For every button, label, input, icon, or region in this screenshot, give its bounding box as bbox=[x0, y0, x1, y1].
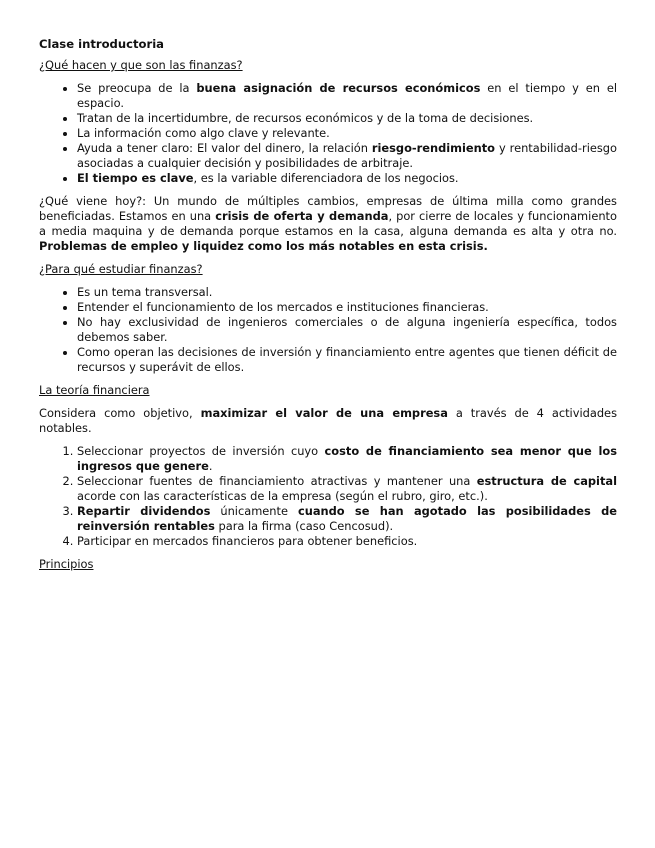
list-item: • Entender el funcionamiento de los mercados e instituciones financieras. bbox=[77, 300, 617, 315]
list-item: 2. Seleccionar fuentes de financiamiento atractivas y mantener una estructura de capital acorde con las características de la empresa (según el rubro, giro, etc.). bbox=[77, 474, 617, 504]
list-item: • Como operan las decisiones de inversión y financiamiento entre agentes que tienen déficit de recursos y superávit de ellos. bbox=[77, 345, 617, 375]
document-content bbox=[39, 37, 617, 580]
bullet-list-finanzas bbox=[39, 81, 617, 186]
list-item: • El tiempo es clave, es la variable diferenciadora de los negocios. bbox=[77, 171, 617, 186]
numbered-list-actividades bbox=[39, 444, 617, 549]
list-item: • Se preocupa de la buena asignación de recursos económicos en el tiempo y en el espacio. bbox=[77, 81, 617, 111]
section-heading-principios: Principios bbox=[39, 557, 94, 571]
section-heading-estudiar: ¿Para qué estudiar finanzas? bbox=[39, 262, 203, 276]
list-item: • Ayuda a tener claro: El valor del dinero, la relación riesgo-rendimiento y rentabilidad-riesgo asociadas a cualquier decisión y posibilidades de arbitraje. bbox=[77, 141, 617, 171]
document-title: Clase introductoria bbox=[39, 37, 165, 51]
list-item: • No hay exclusividad de ingenieros comerciales o de alguna ingeniería específica, todos debemos saber. bbox=[77, 315, 617, 345]
list-item: 4. Participar en mercados financieros para obtener beneficios. bbox=[77, 534, 617, 549]
paragraph-objetivo: Considera como objetivo, maximizar el valor de una empresa a través de 4 actividades notables. bbox=[39, 406, 618, 435]
section-heading-teoria: La teoría financiera bbox=[39, 383, 150, 397]
list-item: 1. Seleccionar proyectos de inversión cuyo costo de financiamiento sea menor que los ingresos que genere. bbox=[77, 444, 617, 474]
list-item: • Tratan de la incertidumbre, de recursos económicos y de la toma de decisiones. bbox=[77, 111, 617, 126]
section-heading-finanzas: ¿Qué hacen y que son las finanzas? bbox=[39, 58, 243, 72]
list-item: • Es un tema transversal. bbox=[77, 285, 617, 300]
list-item: • La información como algo clave y relevante. bbox=[77, 126, 617, 141]
list-item: 3. Repartir dividendos únicamente cuando se han agotado las posibilidades de reinversión rentables para la firma (caso Cencosud). bbox=[77, 504, 617, 534]
paragraph-que-viene-hoy: ¿Qué viene hoy?: Un mundo de múltiples cambios, empresas de última milla como grandes beneficiadas. Estamos en una crisis de oferta y demanda, por cierre de locales y funcionamiento a media maquina y de demanda porque estamos en la casa, alguna demanda es alta y otra no. Problemas de empleo y liquidez como los más notables en esta crisis. bbox=[39, 194, 617, 253]
bullet-list-estudiar bbox=[39, 285, 617, 375]
